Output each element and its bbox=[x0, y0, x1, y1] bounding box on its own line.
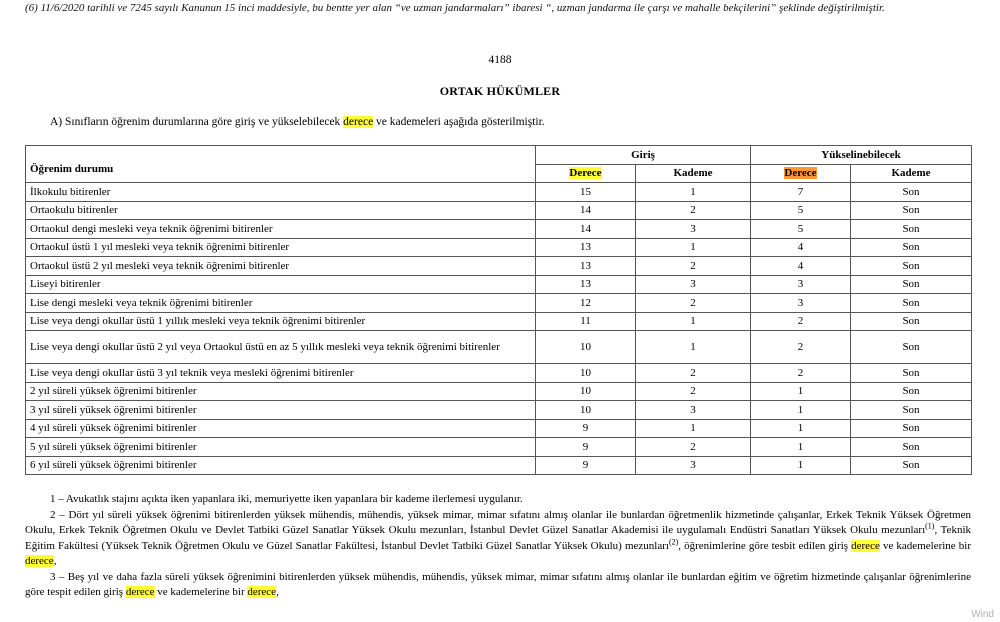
search-highlight-current: Derece bbox=[784, 167, 817, 180]
cell-ogrenim-durumu: 5 yıl süreli yüksek öğrenimi bitirenler bbox=[26, 438, 536, 457]
cell-giris-kademe: 1 bbox=[636, 312, 751, 331]
search-highlight: derece bbox=[247, 586, 277, 598]
cell-yuks-derece: 4 bbox=[751, 257, 851, 276]
note-1: 1 – Avukatlık stajını açıkta iken yapanlara iki, memuriyette iken yapanlara bir kademe ilerlemesi uygulanır. bbox=[50, 493, 523, 505]
cell-giris-kademe: 1 bbox=[636, 419, 751, 438]
table-row bbox=[26, 401, 972, 420]
cell-ogrenim-durumu: Ortaokulu bitirenler bbox=[26, 201, 536, 220]
page-number: 4188 bbox=[488, 54, 512, 66]
cell-giris-derece: 13 bbox=[536, 238, 636, 257]
header-yuks-derece bbox=[751, 164, 851, 183]
cell-yuks-kademe: Son bbox=[851, 201, 972, 220]
intro-text-before: A) Sınıfların öğrenim durumlarına göre giriş ve yükselebilecek bbox=[50, 116, 344, 128]
cell-giris-derece: 12 bbox=[536, 294, 636, 313]
note-2-text: ve kademelerine bir bbox=[879, 539, 971, 552]
cell-yuks-derece: 5 bbox=[751, 220, 851, 239]
table-row bbox=[26, 220, 972, 239]
cell-ogrenim-durumu: Ortaokul üstü 2 yıl mesleki veya teknik öğrenimi bitirenler bbox=[26, 257, 536, 276]
cell-ogrenim-durumu: Lise veya dengi okullar üstü 1 yıllık mesleki veya teknik öğrenimi bitirenler bbox=[26, 312, 536, 331]
cell-yuks-kademe: Son bbox=[851, 312, 972, 331]
cell-ogrenim-durumu: Ortaokul üstü 1 yıl mesleki veya teknik öğrenimi bitirenler bbox=[26, 238, 536, 257]
cell-yuks-kademe: Son bbox=[851, 294, 972, 313]
cell-ogrenim-durumu: Lise veya dengi okullar üstü 3 yıl teknik veya mesleki öğrenimi bitirenler bbox=[26, 364, 536, 383]
footnote-ref: (2) bbox=[668, 536, 679, 546]
cell-ogrenim-durumu: 3 yıl süreli yüksek öğrenimi bitirenler bbox=[26, 401, 536, 420]
table-row bbox=[26, 364, 972, 383]
notes-section bbox=[25, 492, 971, 601]
header-giris: Giriş bbox=[536, 146, 751, 165]
footnote-ref: (1) bbox=[925, 521, 935, 531]
cell-ogrenim-durumu: 4 yıl süreli yüksek öğrenimi bitirenler bbox=[26, 419, 536, 438]
cell-giris-derece: 13 bbox=[536, 275, 636, 294]
table-row bbox=[26, 312, 972, 331]
cell-giris-kademe: 3 bbox=[636, 456, 751, 475]
search-highlight: derece bbox=[343, 116, 374, 128]
cell-giris-kademe: 3 bbox=[636, 401, 751, 420]
table-row bbox=[26, 382, 972, 401]
table-row bbox=[26, 201, 972, 220]
cell-giris-derece: 15 bbox=[536, 183, 636, 202]
cell-yuks-derece: 5 bbox=[751, 201, 851, 220]
cell-yuks-derece: 1 bbox=[751, 401, 851, 420]
note-3 bbox=[25, 570, 971, 601]
header-yuks-kademe: Kademe bbox=[851, 164, 972, 183]
intro-text-after: ve kademeleri aşağıda gösterilmiştir. bbox=[373, 116, 545, 128]
table-row bbox=[26, 331, 972, 364]
cell-yuks-kademe: Son bbox=[851, 220, 972, 239]
note-3-text: ve kademelerine bir bbox=[154, 586, 248, 598]
table-row bbox=[26, 183, 972, 202]
search-highlight: derece bbox=[125, 586, 155, 598]
cell-giris-derece: 10 bbox=[536, 401, 636, 420]
table-row bbox=[26, 238, 972, 257]
note-3-text: 3 – Beş yıl ve daha fazla süreli yüksek öğrenimini bitirenlerden yüksek mühendis, mühendis, yüksek mimar, mimar sıfatını almış olanlar ile bunlardan eğitim ve öğretim hizmetinde çalışanlar öğrenimlerine göre tespit edilen giriş bbox=[25, 570, 971, 598]
cell-yuks-kademe: Son bbox=[851, 331, 972, 364]
cell-giris-kademe: 2 bbox=[636, 364, 751, 383]
cell-yuks-derece: 3 bbox=[751, 275, 851, 294]
table-row bbox=[26, 275, 972, 294]
cell-giris-derece: 9 bbox=[536, 456, 636, 475]
cell-yuks-derece: 4 bbox=[751, 238, 851, 257]
note-2-text: , Teknik Eğitim Fakültesi (Yüksek Teknik Öğretmen Okulu ve Güzel Sanatlar Fakültesi, İstanbul Devlet Tatbiki Güzel Sanatlar Yüksek Okulu) mezunları bbox=[25, 524, 971, 552]
cell-giris-derece: 14 bbox=[536, 220, 636, 239]
cell-yuks-kademe: Son bbox=[851, 419, 972, 438]
cell-yuks-kademe: Son bbox=[851, 183, 972, 202]
cell-giris-derece: 9 bbox=[536, 419, 636, 438]
cell-giris-derece: 9 bbox=[536, 438, 636, 457]
header-ogrenim-durumu: Öğrenim durumu bbox=[26, 146, 536, 183]
header-giris-kademe: Kademe bbox=[636, 164, 751, 183]
cell-yuks-kademe: Son bbox=[851, 382, 972, 401]
search-highlight: derece bbox=[25, 555, 54, 567]
table-row bbox=[26, 419, 972, 438]
cell-giris-kademe: 1 bbox=[636, 331, 751, 364]
search-highlight: derece bbox=[851, 539, 880, 552]
cell-giris-kademe: 2 bbox=[636, 438, 751, 457]
cell-giris-kademe: 1 bbox=[636, 238, 751, 257]
cell-yuks-derece: 7 bbox=[751, 183, 851, 202]
cell-ogrenim-durumu: Lise veya dengi okullar üstü 2 yıl veya Ortaokul üstü en az 5 yıllık mesleki veya teknik öğrenimi bitirenler bbox=[26, 331, 536, 364]
cell-yuks-derece: 1 bbox=[751, 419, 851, 438]
cell-giris-kademe: 2 bbox=[636, 382, 751, 401]
cell-giris-kademe: 2 bbox=[636, 294, 751, 313]
cell-giris-kademe: 3 bbox=[636, 220, 751, 239]
cell-giris-derece: 10 bbox=[536, 331, 636, 364]
cell-giris-derece: 14 bbox=[536, 201, 636, 220]
cell-yuks-derece: 1 bbox=[751, 456, 851, 475]
note-2 bbox=[25, 508, 971, 570]
cell-yuks-derece: 3 bbox=[751, 294, 851, 313]
cell-yuks-derece: 2 bbox=[751, 364, 851, 383]
cell-ogrenim-durumu: Ortaokul dengi mesleki veya teknik öğrenimi bitirenler bbox=[26, 220, 536, 239]
cell-yuks-kademe: Son bbox=[851, 438, 972, 457]
table-body bbox=[26, 183, 972, 475]
cell-giris-derece: 11 bbox=[536, 312, 636, 331]
cell-yuks-derece: 1 bbox=[751, 382, 851, 401]
cell-ogrenim-durumu: 2 yıl süreli yüksek öğrenimi bitirenler bbox=[26, 382, 536, 401]
cell-giris-kademe: 2 bbox=[636, 201, 751, 220]
cell-yuks-kademe: Son bbox=[851, 275, 972, 294]
cell-ogrenim-durumu: 6 yıl süreli yüksek öğrenimi bitirenler bbox=[26, 456, 536, 475]
footnote-amendment: (6) 11/6/2020 tarihli ve 7245 sayılı Kanunun 15 inci maddesiyle, bu bentte yer alan “ve uzman jandarmaları” ibaresi “, uzman jandarma ile çarşı ve mahalle bekçilerini” şeklinde değiştirilmiştir. bbox=[25, 2, 885, 14]
header-yukselinebilecek: Yükselinebilecek bbox=[751, 146, 972, 165]
windows-activation-watermark: Wind bbox=[971, 609, 994, 620]
note-2-text: , bbox=[53, 555, 57, 567]
note-3-text: , bbox=[276, 586, 279, 598]
table-row bbox=[26, 294, 972, 313]
cell-giris-derece: 10 bbox=[536, 364, 636, 383]
cell-giris-derece: 13 bbox=[536, 257, 636, 276]
degree-step-table bbox=[25, 145, 972, 475]
cell-yuks-kademe: Son bbox=[851, 257, 972, 276]
cell-yuks-derece: 2 bbox=[751, 312, 851, 331]
table-row bbox=[26, 257, 972, 276]
section-title: ORTAK HÜKÜMLER bbox=[439, 84, 561, 98]
cell-giris-kademe: 1 bbox=[636, 183, 751, 202]
cell-yuks-derece: 2 bbox=[751, 331, 851, 364]
cell-yuks-derece: 1 bbox=[751, 438, 851, 457]
cell-ogrenim-durumu: İlkokulu bitirenler bbox=[26, 183, 536, 202]
cell-giris-kademe: 2 bbox=[636, 257, 751, 276]
note-2-text: , öğrenimlerine göre tesbit edilen giriş bbox=[678, 539, 852, 552]
intro-paragraph bbox=[50, 116, 545, 128]
cell-yuks-kademe: Son bbox=[851, 364, 972, 383]
table-row bbox=[26, 438, 972, 457]
table-row bbox=[26, 456, 972, 475]
cell-yuks-kademe: Son bbox=[851, 456, 972, 475]
note-2-text: 2 – Dört yıl süreli yüksek öğrenimi bitirenlerden yüksek mühendis, mühendis, yüksek mimar, mimar sıfatını almış olanlar ile bunlardan öğretmenlik hizmetinde çalışanlar, Erkek Teknik Yüksek Öğretmen Okulu, Erkek Teknik Öğretmen Okulu ve Devlet Tatbiki Güzel Sanatlar Yüksek Okulu mezunları, İstanbul Devlet Güzel Sanatlar Akademisi ile uygulamalı Endüstri Sanatları Yüksek Okulu mezunları bbox=[25, 508, 971, 536]
search-highlight: Derece bbox=[569, 167, 602, 180]
header-giris-derece bbox=[536, 164, 636, 183]
cell-yuks-kademe: Son bbox=[851, 401, 972, 420]
cell-ogrenim-durumu: Liseyi bitirenler bbox=[26, 275, 536, 294]
cell-giris-derece: 10 bbox=[536, 382, 636, 401]
cell-giris-kademe: 3 bbox=[636, 275, 751, 294]
cell-yuks-kademe: Son bbox=[851, 238, 972, 257]
cell-ogrenim-durumu: Lise dengi mesleki veya teknik öğrenimi bitirenler bbox=[26, 294, 536, 313]
